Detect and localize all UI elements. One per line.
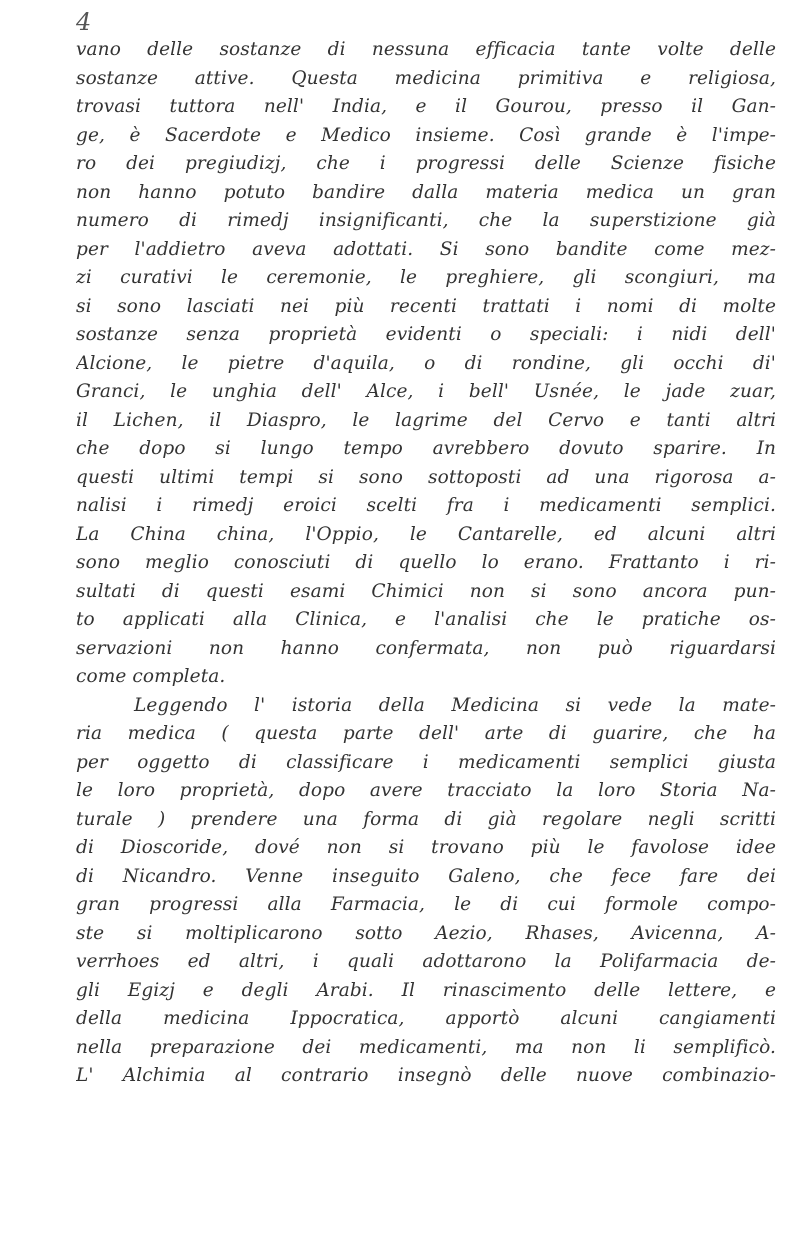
- text-line: sostanze attive. Questa medicina primitiva e religiosa,: [76, 67, 776, 89]
- text-line: gli Egizj e degli Arabi. Il rinascimento delle lettere, e: [76, 979, 776, 1001]
- text-line: ge, è Sacerdote e Medico insieme. Così grande è l'impe-: [76, 124, 776, 146]
- body-text: [76, 36, 776, 1236]
- text-line: questi ultimi tempi si sono sottoposti ad una rigorosa a-: [76, 466, 776, 488]
- text-line: turale ) prendere una forma di già regolare negli scritti: [76, 808, 776, 830]
- text-line: per oggetto di classificare i medicamenti semplici giusta: [76, 751, 776, 773]
- text-line: verrhoes ed altri, i quali adottarono la Polifarmacia de-: [76, 951, 776, 972]
- text-line: si sono lasciati nei più recenti trattati i nomi di molte: [76, 295, 776, 317]
- text-line: della medicina Ippocratica, apportò alcuni cangiamenti: [76, 1008, 776, 1029]
- text-line: sono meglio conosciuti di quello lo erano. Frattanto i ri-: [76, 552, 776, 573]
- text-line: numero di rimedj insignificanti, che la superstizione già: [76, 210, 776, 231]
- page-number: 4: [76, 8, 92, 36]
- text-line: ria medica ( questa parte dell' arte di guarire, che ha: [76, 723, 776, 744]
- text-line: ro dei pregiudizj, che i progressi delle Scienze fisiche: [76, 153, 776, 174]
- text-line: zi curativi le ceremonie, le preghiere, gli scongiuri, ma: [76, 267, 776, 288]
- text-line: trovasi tuttora nell' India, e il Gourou, presso il Gan-: [76, 96, 776, 117]
- paragraph-1: [76, 36, 776, 692]
- text-line: ste si moltiplicarono sotto Aezio, Rhases, Avicenna, A-: [76, 922, 776, 944]
- text-line: che dopo si lungo tempo avrebbero dovuto sparire. In: [76, 438, 776, 459]
- text-line: gran progressi alla Farmacia, le di cui formole compo-: [76, 894, 776, 915]
- text-line: il Lichen, il Diaspro, le lagrime del Cervo e tanti altri: [76, 409, 776, 431]
- text-line: L' Alchimia al contrario insegnò delle nuove combinazio-: [76, 1065, 776, 1086]
- text-line: Leggendo l' istoria della Medicina si vede la mate-: [134, 694, 776, 716]
- text-line: sultati di questi esami Chimici non si sono ancora pun-: [76, 580, 776, 602]
- text-line: le loro proprietà, dopo avere tracciato la loro Storia Na-: [76, 780, 776, 801]
- text-line: Granci, le unghia dell' Alce, i bell' Usnée, le jade zuar,: [76, 381, 776, 402]
- text-line: Alcione, le pietre d'aquila, o di rondine, gli occhi di': [76, 352, 776, 374]
- text-line: non hanno potuto bandire dalla materia medica un gran: [76, 181, 776, 203]
- text-line: nella preparazione dei medicamenti, ma non li semplificò.: [76, 1036, 776, 1058]
- text-line: servazioni non hanno confermata, non può riguardarsi: [76, 637, 776, 659]
- paragraph-2: [76, 692, 776, 1091]
- text-line: per l'addietro aveva adottati. Si sono bandite come mez-: [76, 238, 776, 260]
- text-line: to applicati alla Clinica, e l'analisi che le pratiche os-: [76, 609, 776, 630]
- text-line: sostanze senza proprietà evidenti o speciali: i nidi dell': [76, 324, 776, 345]
- text-line: come completa.: [76, 666, 226, 687]
- text-line: La China china, l'Oppio, le Cantarelle, ed alcuni altri: [76, 523, 776, 545]
- text-line: di Dioscoride, dové non si trovano più le favolose idee: [76, 837, 776, 858]
- text-line: vano delle sostanze di nessuna efficacia tante volte delle: [76, 39, 776, 60]
- text-line: nalisi i rimedj eroici scelti fra i medicamenti semplici.: [76, 495, 776, 516]
- text-line: di Nicandro. Venne inseguito Galeno, che fece fare dei: [76, 865, 776, 887]
